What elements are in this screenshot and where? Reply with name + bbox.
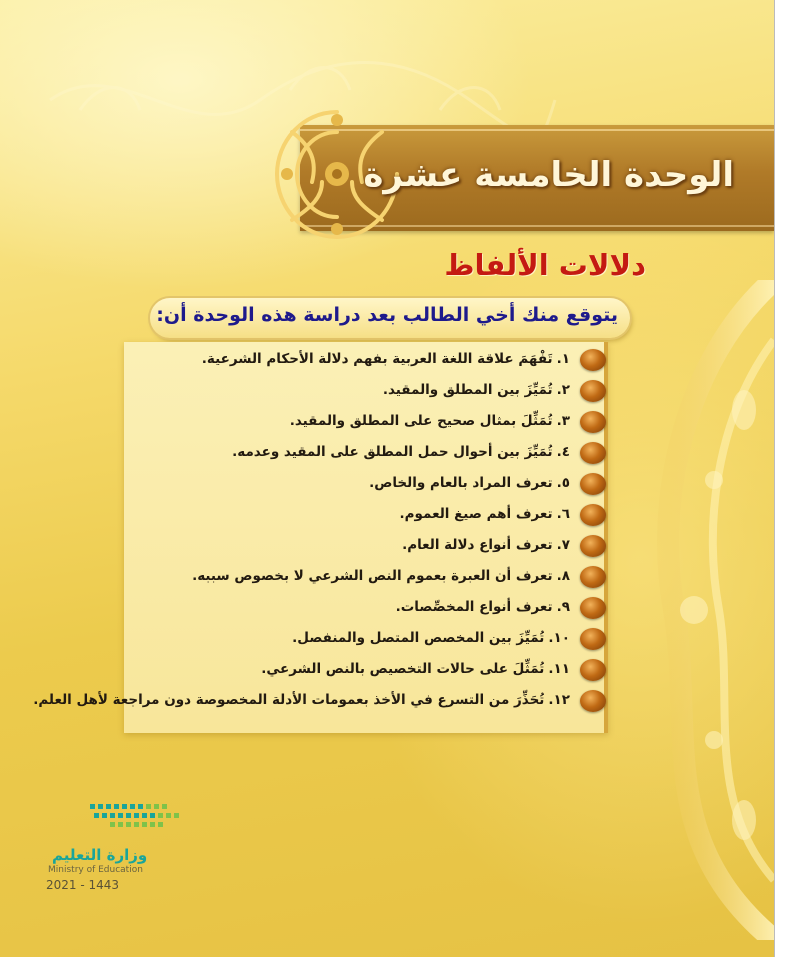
- bullet-dot-icon: [580, 349, 606, 371]
- objective-text: تُمَيِّزَ بين أحوال حمل المطلق على المقيد وعدمه.: [232, 444, 553, 460]
- objective-number: ٤.: [556, 444, 570, 460]
- objective-text: تعرف أن العبرة بعموم النص الشرعي لا بخصوص سببه.: [192, 568, 553, 584]
- objective-item: [46, 439, 606, 469]
- objective-number: ٢.: [556, 382, 570, 398]
- objective-number: ١.: [556, 351, 570, 367]
- ministry-logo-dots-icon: [90, 802, 190, 838]
- objective-number: ١٠.: [548, 630, 570, 646]
- objective-number: ٨.: [556, 568, 570, 584]
- objective-item: [46, 656, 606, 686]
- bullet-dot-icon: [580, 628, 606, 650]
- objective-number: ٣.: [556, 413, 570, 429]
- objective-text: تعرف أنواع المخصِّصات.: [395, 599, 553, 615]
- bullet-dot-icon: [580, 442, 606, 464]
- objectives-box: [33, 342, 608, 733]
- objective-text: تُحَذِّرَ من التسرع في الأخذ بعمومات الأدلة المخصوصة دون مراجعة لأهل العلم.: [33, 692, 545, 708]
- ministry-name-english: Ministry of Education: [48, 865, 143, 875]
- lesson-title: دلالات الألفاظ: [444, 248, 646, 282]
- bullet-dot-icon: [580, 380, 606, 402]
- ministry-logo: [42, 802, 192, 897]
- intro-banner: [150, 298, 630, 338]
- bullet-dot-icon: [580, 659, 606, 681]
- objective-item: [33, 687, 606, 717]
- objective-text: تعرف المراد بالعام والخاص.: [369, 475, 553, 491]
- objective-text: تُمَثِّلَ على حالات التخصيص بالنص الشرعي.: [261, 661, 545, 677]
- bullet-dot-icon: [580, 535, 606, 557]
- edition-year: 2021 - 1443: [46, 878, 120, 892]
- objective-item: [46, 625, 606, 655]
- objective-text: تُمَثِّلَ بمثال صحيح على المطلق والمقيد.: [289, 413, 553, 429]
- bullet-dot-icon: [580, 566, 606, 588]
- intro-text: يتوقع منك أخي الطالب بعد دراسة هذه الوحدة أن:: [156, 304, 618, 326]
- objective-item: [46, 563, 606, 593]
- objective-number: ١٢.: [548, 692, 570, 708]
- objective-item: [46, 408, 606, 438]
- objective-text: تعرف أنواع دلالة العام.: [402, 537, 553, 553]
- bullet-dot-icon: [580, 597, 606, 619]
- objective-text: تُمَيِّزَ بين المخصص المتصل والمنفصل.: [292, 630, 545, 646]
- objective-item: [46, 594, 606, 624]
- crop-line: [774, 0, 775, 957]
- objective-number: ٩.: [556, 599, 570, 615]
- objective-item: [46, 532, 606, 562]
- ministry-name-arabic: وزارة التعليم: [52, 846, 148, 864]
- objective-item: [46, 346, 606, 376]
- objective-number: ٧.: [556, 537, 570, 553]
- bullet-dot-icon: [580, 411, 606, 433]
- objective-number: ٦.: [556, 506, 570, 522]
- objective-item: [46, 377, 606, 407]
- objective-text: تعرف أهم صيغ العموم.: [399, 506, 553, 522]
- objective-text: تَفْهَمَ علاقة اللغة العربية بفهم دلالة الأحكام الشرعية.: [201, 351, 553, 367]
- objective-text: تُمَيِّزَ بين المطلق والمقيد.: [382, 382, 553, 398]
- objective-number: ١١.: [548, 661, 570, 677]
- bullet-dot-icon: [580, 690, 606, 712]
- arabesque-ornament-right: [594, 280, 774, 940]
- objective-item: [46, 501, 606, 531]
- bullet-dot-icon: [580, 504, 606, 526]
- objective-number: ٥.: [556, 475, 570, 491]
- bullet-dot-icon: [580, 473, 606, 495]
- objective-item: [46, 470, 606, 500]
- unit-title: الوحدة الخامسة عشرة: [363, 155, 734, 195]
